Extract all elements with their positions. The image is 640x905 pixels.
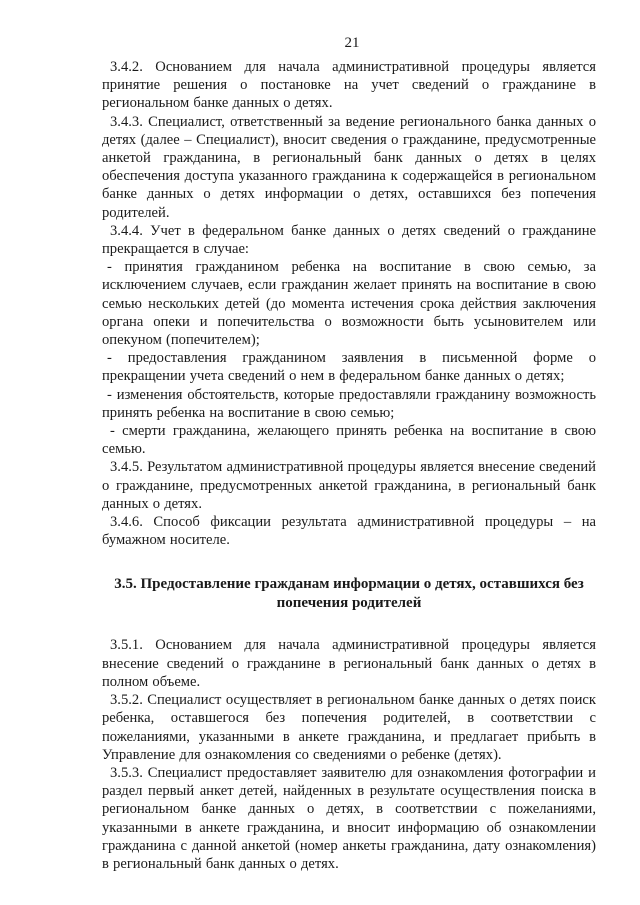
spacer bbox=[102, 612, 596, 636]
section-3-5-heading: 3.5. Предоставление гражданам информации о детях, оставшихся без попечения родителей bbox=[114, 576, 584, 611]
paragraph-3-5-3: 3.5.3. Специалист предоставляет заявителю для ознакомления фотографии и раздел первый анкет детей, найденных в результате осуществления поиска в региональном банке данных о детях, в соответствии с пожеланиями, указанными в анкете гражданина, и вносит информацию об ознакомлении гражданина с данной анкетой (номер анкеты гражданина, дату ознакомления) в региональный банк данных о детях. bbox=[102, 764, 596, 872]
paragraph-3-4-6: 3.4.6. Способ фиксации результата административной процедуры – на бумажном носителе. bbox=[102, 514, 596, 549]
list-item-written-request: - предоставления гражданином заявления в письменной форме о прекращении учета сведений о нем в федеральном банке данных о детях; bbox=[102, 350, 596, 385]
spacer bbox=[102, 549, 596, 575]
paragraph-3-5-2: 3.5.2. Специалист осуществляет в региональном банке данных о детях поиск ребенка, оставшегося без попечения родителей, в соответствии с пожеланиями, указанными в анкете гражданина, и предлагает прибыть в Управление для ознакомления со сведениями о ребенке (детях). bbox=[102, 692, 596, 763]
paragraph-3-4-4: 3.4.4. Учет в федеральном банке данных о детях сведений о гражданине прекращается в случае: bbox=[102, 222, 596, 258]
list-item-adoption: - принятия гражданином ребенка на воспитание в свою семью, за исключением случаев, если гражданин желает принять на воспитание в свою семью нескольких детей (до момента истечения срока действия заключения органа опеки и попечительства о возможности быть усыновителем или опекуном (попечителем); bbox=[102, 259, 596, 349]
paragraph-3-5-1: 3.5.1. Основанием для начала административной процедуры является внесение сведений о гражданине в региональный банк данных о детях в полном объеме. bbox=[102, 637, 596, 690]
list-item-death: - смерти гражданина, желающего принять ребенка на воспитание в свою семью. bbox=[102, 423, 596, 458]
paragraph-3-4-3: 3.4.3. Специалист, ответственный за ведение регионального банка данных о детях (далее – Специалист), вносит сведения о гражданине, предусмотренные анкетой гражданина, в региональный банк данных о детях в целях обеспечения доступа указанного гражданина к содержащейся в региональном банке данных о детях информации о детях, оставшихся без попечения родителей. bbox=[102, 113, 596, 221]
section-3-4-body bbox=[102, 58, 596, 549]
paragraph-3-4-2: 3.4.2. Основанием для начала административной процедуры является принятие решения о постановке на учет сведений о гражданине в региональном банке данных о детях. bbox=[102, 59, 596, 112]
page-number: 21 bbox=[344, 35, 360, 51]
section-3-5-body bbox=[102, 636, 596, 873]
paragraph-3-4-5: 3.4.5. Результатом административной процедуры является внесение сведений о гражданине, предусмотренных анкетой гражданина, в региональный банк данных о детях. bbox=[102, 459, 596, 512]
document-page bbox=[102, 34, 596, 873]
list-item-circumstances-change: - изменения обстоятельств, которые предоставляли гражданину возможность принять ребенка на воспитание в свою семью; bbox=[102, 386, 596, 421]
